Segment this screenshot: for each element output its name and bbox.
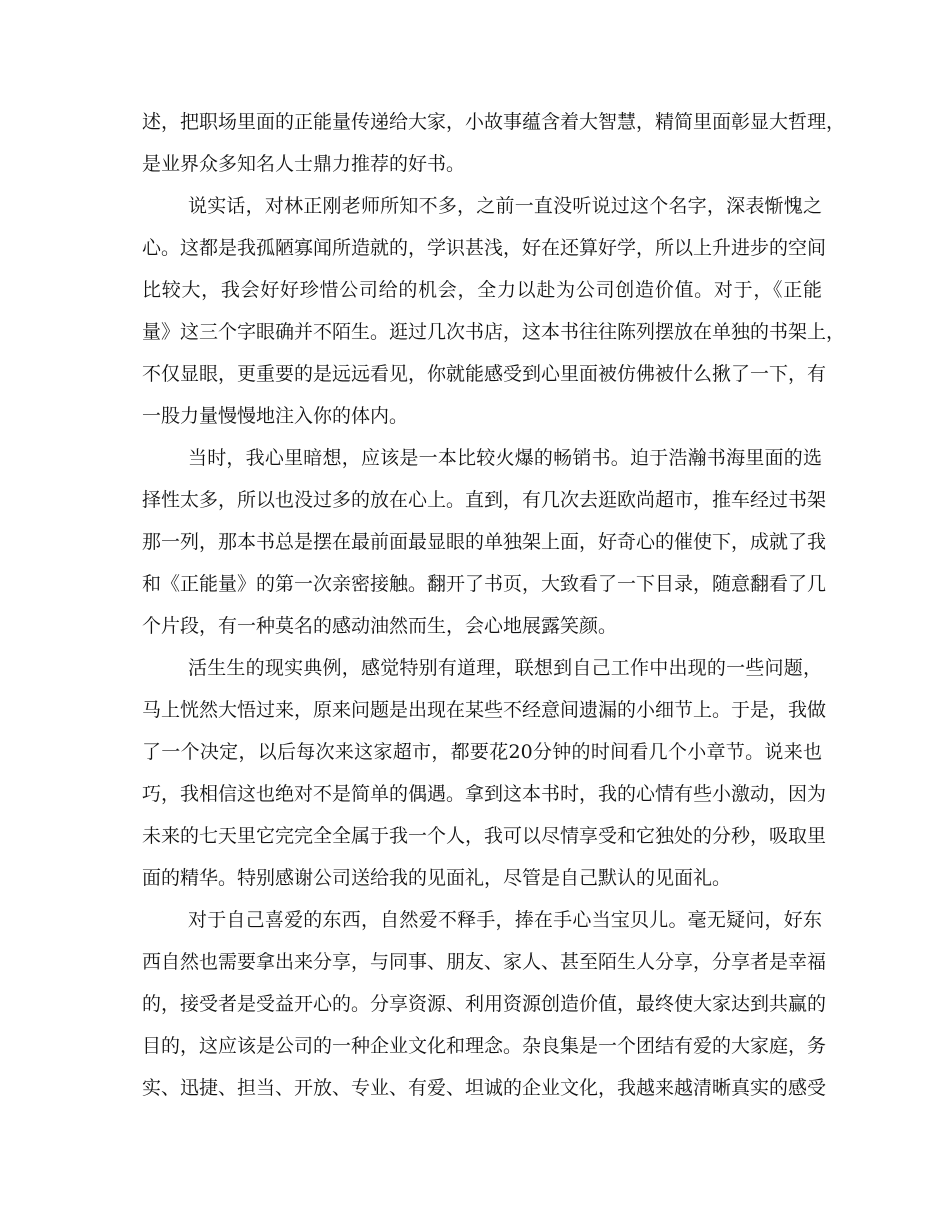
paragraph-2 [142,185,846,437]
text-line: 是业界众多知名人士鼎力推荐的好书。 [142,153,466,175]
text-line: 量》这三个字眼确并不陌生。逛过几次书店，这本书往往陈列摆放在单独的书架上， [142,321,846,343]
text-line: 述，把职场里面的正能量传递给大家，小故事蕴含着大智慧，精简里面彰显大哲理， [142,111,846,133]
text-line: 一股力量慢慢地注入你的体内。 [142,405,409,427]
text-line: 和《正能量》的第一次亲密接触。翻开了书页，大致看了一下目录，随意翻看了几 [142,573,827,595]
text-line: 择性太多，所以也没过多的放在心上。直到，有几次去逛欧尚超市，推车经过书架 [142,489,827,511]
text-line: 比较大，我会好好珍惜公司给的机会，全力以赴为公司创造价值。对于，《正能 [142,279,822,301]
text-line: 了一个决定，以后每次来这家超市，都要花20分钟的时间看几个小章节。说来也 [142,741,822,763]
text-line: 那一列，那本书总是摆在最前面最显眼的单独架上面，好奇心的催使下，成就了我 [142,531,827,553]
paragraph-5 [142,899,827,1109]
text-line: 说实话，对林正刚老师所知不多，之前一直没听说过这个名字，深表惭愧之 [188,195,822,217]
text-line: 当时，我心里暗想，应该是一本比较火爆的畅销书。迫于浩瀚书海里面的选 [188,447,822,469]
text-line: 不仅显眼，更重要的是远远看见，你就能感受到心里面被仿佛被什么揪了一下，有 [142,363,827,385]
text-line: 对于自己喜爱的东西，自然爱不释手，捧在手心当宝贝儿。毫无疑问，好东 [188,909,822,931]
text-line: 心。这都是我孤陋寡闻所造就的，学识甚浅，好在还算好学，所以上升进步的空间 [142,237,827,259]
paragraph-1 [142,101,846,185]
text-line: 的，接受者是受益开心的。分享资源、利用资源创造价值，最终使大家达到共赢的 [142,993,827,1015]
document-body [142,101,846,1109]
text-line: 马上恍然大悟过来，原来问题是出现在某些不经意间遗漏的小细节上。于是，我做 [142,699,827,721]
text-line: 面的精华。特别感谢公司送给我的见面礼，尽管是自己默认的见面礼。 [142,867,732,889]
text-line: 目的，这应该是公司的一种企业文化和理念。杂良集是一个团结有爱的大家庭，务 [142,1035,827,1057]
text-line: 巧，我相信这也绝对不是简单的偶遇。拿到这本书时，我的心情有些小激动，因为 [142,783,827,805]
paragraph-4 [142,647,827,899]
text-line: 未来的七天里它完完全全属于我一个人，我可以尽情享受和它独处的分秒，吸取里 [142,825,827,847]
paragraph-3 [142,437,827,647]
text-line: 西自然也需要拿出来分享，与同事、朋友、家人、甚至陌生人分享，分享者是幸福 [142,951,827,973]
text-line: 实、迅捷、担当、开放、专业、有爱、坦诚的企业文化，我越来越清晰真实的感受 [142,1077,827,1099]
text-line: 活生生的现实典例，感觉特别有道理，联想到自己工作中出现的一些问题， [188,657,822,679]
text-line: 个片段，有一种莫名的感动油然而生，会心地展露笑颜。 [142,615,618,637]
